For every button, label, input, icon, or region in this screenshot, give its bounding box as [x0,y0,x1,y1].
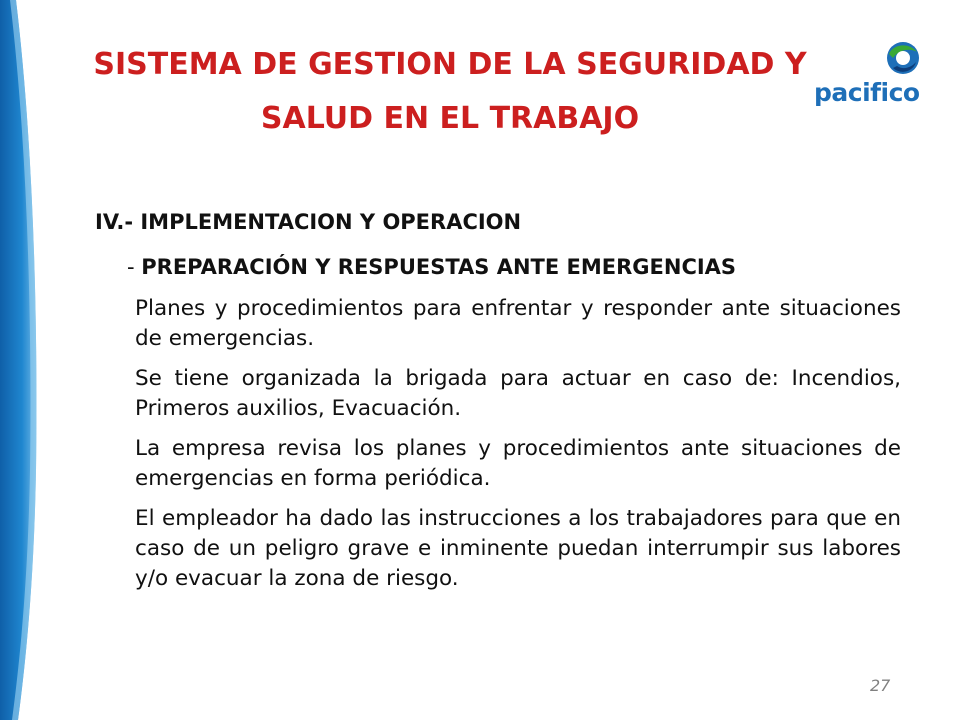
page-title [0,38,900,146]
page-number: 27 [870,676,891,695]
paragraph-plans: Planes y procedimientos para enfrentar y responder ante situaciones de emergencias. [135,296,901,351]
section-subheading [127,255,736,279]
pacifico-logo-text: pacifico [814,78,920,107]
paragraph-brigade: Se tiene organizada la brigada para actuar en caso de: Incendios, Primeros auxilios, Evacuación. [135,366,901,421]
title-line-1: SISTEMA DE GESTION DE LA SEGURIDAD Y [93,47,807,82]
title-line-2: SALUD EN EL TRABAJO [260,101,640,136]
paragraph-review: La empresa revisa los planes y procedimientos ante situaciones de emergencias en forma periódica. [135,436,901,491]
paragraph-instructions: El empleador ha dado las instrucciones a los trabajadores para que en caso de un peligro grave e inminente puedan interrumpir sus labores y/o evacuar la zona de riesgo. [135,506,901,591]
section-heading: IV.- IMPLEMENTACION Y OPERACION [95,210,522,234]
subheading-dash: - [127,255,142,279]
subheading-text: PREPARACIÓN Y RESPUESTAS ANTE EMERGENCIAS [141,255,737,279]
body-paragraphs [135,294,901,604]
